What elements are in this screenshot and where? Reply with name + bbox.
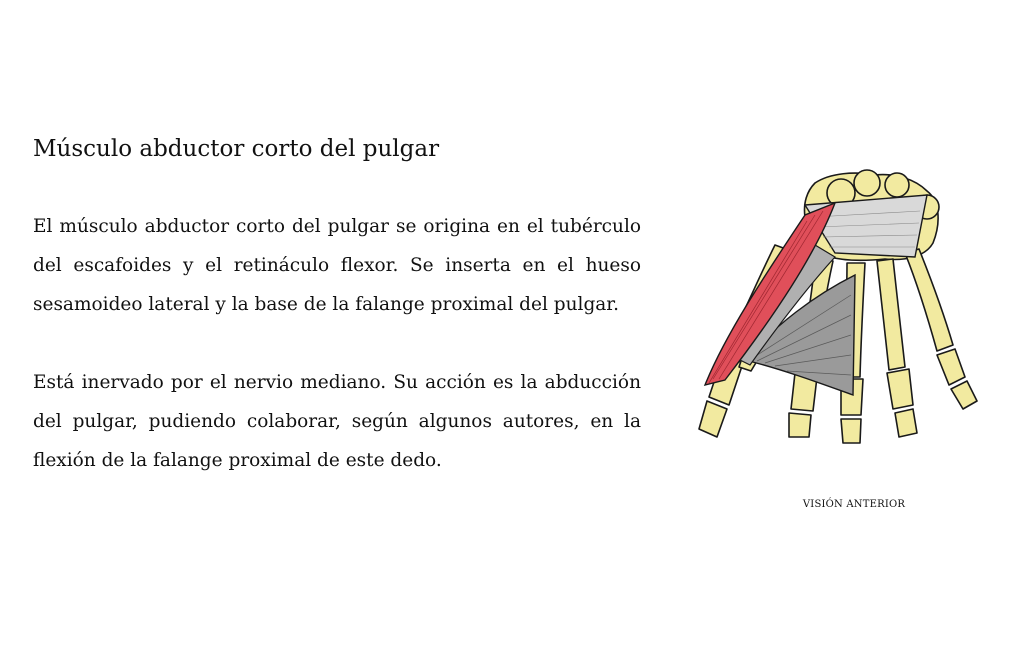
lunate-bone [885,173,909,197]
scaphoid-bone [854,170,880,196]
phalanx-little [937,349,965,385]
paragraph-origin-insertion: El músculo abductor corto del pulgar se origina en el tubérculo del escafoides y el retináculo flexor. Se inserta en el hueso sesamoideo lateral y la base de la falange proximal del pulgar. [33,216,641,315]
hand-anatomy-svg [665,165,995,455]
metacarpal-ring [877,259,905,370]
phalanx-ring [887,369,913,409]
thumb-distal-phalanx [699,401,727,437]
phalanx-ring-distal [895,409,917,437]
figure-caption: VISIÓN ANTERIOR [802,499,906,510]
hand-anatomy-illustration [665,165,995,455]
phalanx-middle-distal [841,419,861,443]
article-title: Músculo abductor corto del pulgar [33,136,440,162]
article [33,131,641,480]
phalanx-little-distal [951,381,977,409]
phalanx-index-distal [789,413,811,437]
metacarpal-little [905,249,953,351]
paragraph-innervation-action: Está inervado por el nervio mediano. Su acción es la abducción del pulgar, pudiendo colaborar, según algunos autores, en la flexión de la falange proximal de este dedo. [33,372,641,471]
